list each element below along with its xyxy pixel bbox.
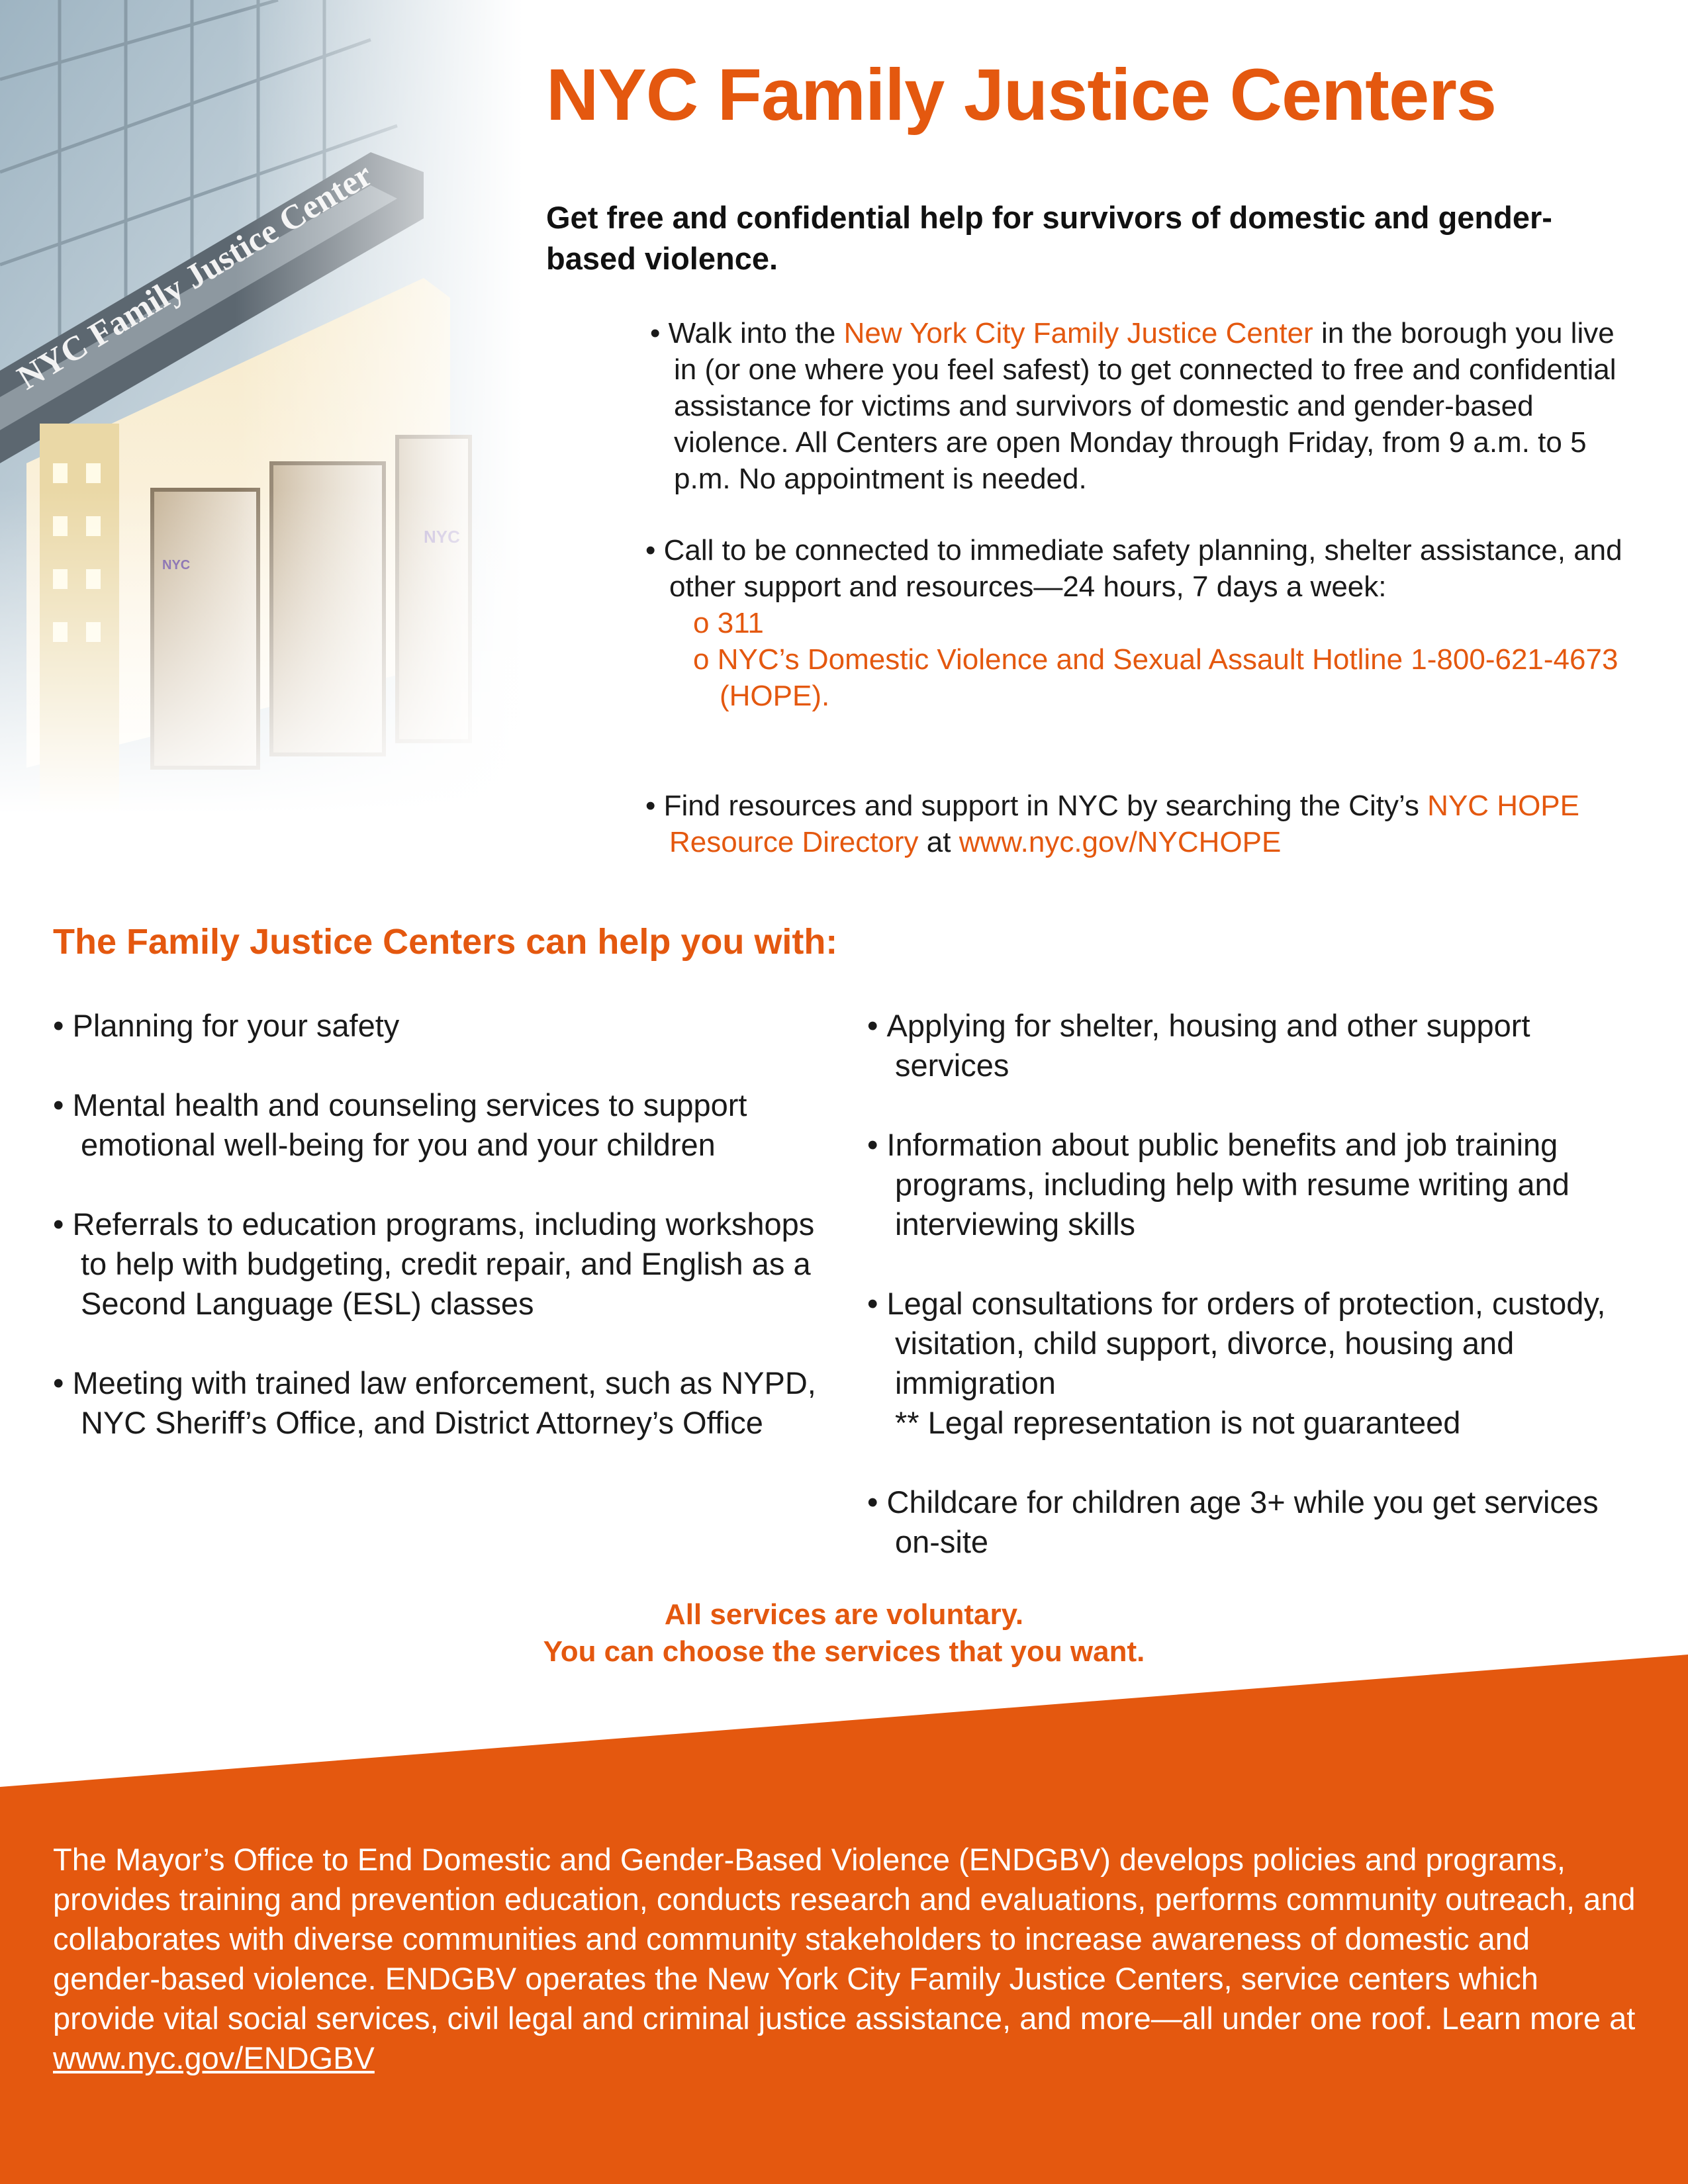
find-bullet (645, 788, 1625, 860)
services-heading: The Family Justice Centers can help you with: (53, 922, 838, 962)
call-text: Call to be connected to immediate safety planning, shelter assistance, and other support and resources—24 hours, 7 days a week: (663, 534, 1622, 603)
service-item: • Planning for your safety (53, 1008, 400, 1043)
service-item: • Referrals to education programs, including workshops to help with budgeting, credit repair, and English as a Second Language (ESL) classes (53, 1206, 815, 1321)
intro-text: Get free and confidential help for survivors of domestic and gender-based violence. (546, 200, 1552, 276)
services-left-column (53, 1006, 834, 1482)
bullet-marker: • (650, 317, 661, 349)
nychope-url-link[interactable]: www.nyc.gov/NYCHOPE (959, 826, 1282, 858)
page-title: NYC Family Justice Centers (546, 54, 1497, 136)
footer-description: The Mayor’s Office to End Domestic and Gender-Based Violence (ENDGBV) develops policies and programs, provides training and prevention education, conducts research and evaluations, performs community outreach, and collaborates with diverse communities and community stakeholders to increase awareness of domestic and gender-based violence. ENDGBV operates the New York City Family Justice Centers, service centers which provide vital social services, civil legal and criminal justice assistance, and more—all under one roof. Learn more at (53, 1842, 1636, 2036)
call-bullet (645, 532, 1625, 714)
walk-in-text: in the borough you live in (or one where you feel safest) to get connected to free and confidential assistance for victims and survivors of domestic and gender-based violence. All Centers are open Monday through Friday, from 9 a.m. to 5 p.m. No appointment is needed. (674, 317, 1617, 495)
call-option-hotline[interactable]: o NYC’s Domestic Violence and Sexual Assault Hotline 1-800-621-4673 (HOPE). (693, 643, 1618, 712)
bullet-marker: • (645, 790, 656, 822)
service-item: • Meeting with trained law enforcement, such as NYPD, NYC Sheriff’s Office, and District Attorney’s Office (53, 1365, 816, 1440)
find-text: Find resources and support in NYC by searching the City’s (663, 790, 1419, 822)
legal-note: ** Legal representation is not guaranteed (895, 1405, 1461, 1440)
service-item: • Legal consultations for orders of protection, custody, visitation, child support, divorce, housing and immigration ** Legal representation is not guaranteed (867, 1286, 1606, 1440)
call-option-311[interactable]: o 311 (693, 607, 764, 639)
service-item: • Applying for shelter, housing and other support services (867, 1008, 1530, 1083)
voluntary-line: All services are voluntary. (664, 1598, 1024, 1631)
voluntary-line: You can choose the services that you want. (543, 1635, 1145, 1668)
walk-in-bullet (650, 315, 1630, 497)
service-item: • Information about public benefits and job training programs, including help with resume writing and interviewing skills (867, 1127, 1570, 1242)
footer-text (53, 1840, 1642, 2078)
building-photo (0, 0, 523, 814)
hope-directory-link[interactable]: NYC HOPE Resource Directory (669, 790, 1579, 858)
service-item: • Mental health and counseling services to support emotional well-being for you and your children (53, 1087, 747, 1162)
endgbv-url-link[interactable]: www.nyc.gov/ENDGBV (53, 2040, 375, 2075)
find-at: at (926, 826, 951, 858)
services-right-column (867, 1006, 1648, 1602)
bullet-marker: • (645, 534, 656, 567)
fjc-link[interactable]: New York City Family Justice Center (843, 317, 1313, 349)
service-item: • Childcare for children age 3+ while you get services on-site (867, 1484, 1599, 1559)
walk-in-lead: Walk into the (668, 317, 836, 349)
